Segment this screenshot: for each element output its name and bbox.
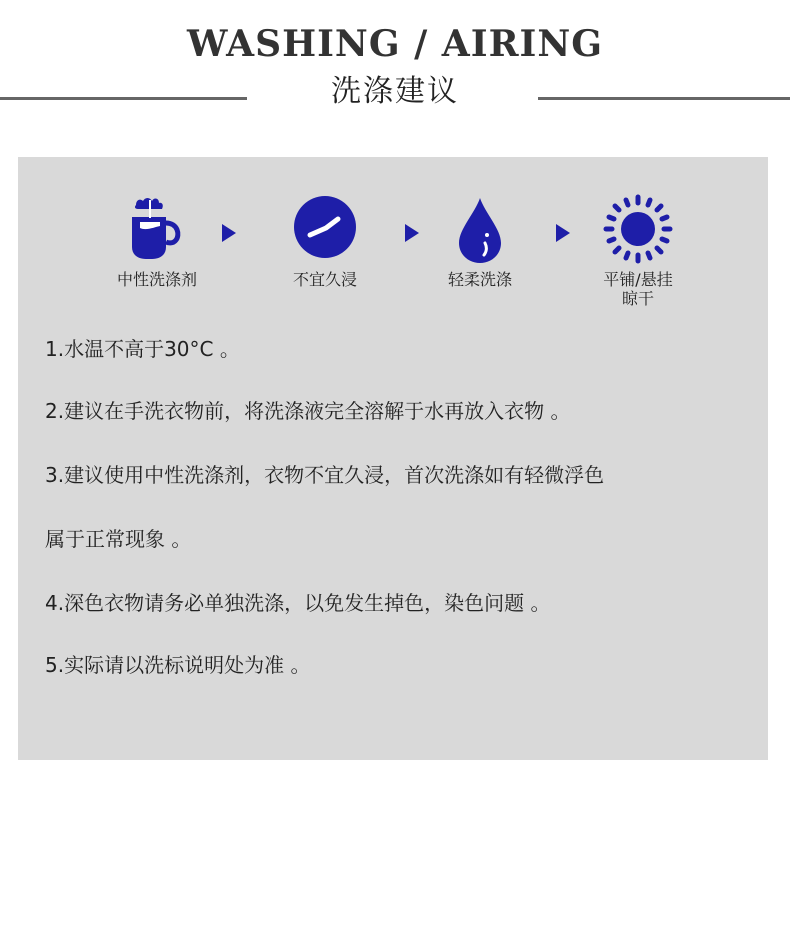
note-2: 2.建议在手洗衣物前，将洗涤液完全溶解于水再放入衣物 。 [45,399,571,423]
step-label-line-1: 平铺/悬挂 [603,270,673,289]
note-1: 1.水温不高于30°C 。 [45,337,240,361]
instructions-panel [18,157,768,760]
clock-icon [290,195,360,265]
step-label-dry-flat-hang [578,270,698,308]
note-4: 4.深色衣物请务必单独洗涤，以免发生掉色，染色问题 。 [45,591,551,615]
arrow-icon [222,224,236,242]
step-label-detergent: 中性洗涤剂 [116,270,197,289]
note-5: 5.实际请以洗标说明处为准 。 [45,653,311,677]
note-3: 3.建议使用中性洗涤剂，衣物不宜久浸，首次洗涤如有轻微浮色 [45,463,605,487]
step-label-gentle-wash: 轻柔洗涤 [447,270,512,289]
step-label-no-soak: 不宜久浸 [292,270,357,289]
water-drop-icon [445,195,515,265]
cup-icon [122,195,192,265]
page-title-en: WASHING / AIRING [187,23,603,65]
rule-right [538,97,790,100]
note-3-continued: 属于正常现象 。 [45,527,192,551]
sun-icon [602,193,672,263]
page-title-cn: 洗涤建议 [331,74,459,109]
step-label-line-2: 晾干 [621,289,654,308]
arrow-icon [405,224,419,242]
arrow-icon [556,224,570,242]
